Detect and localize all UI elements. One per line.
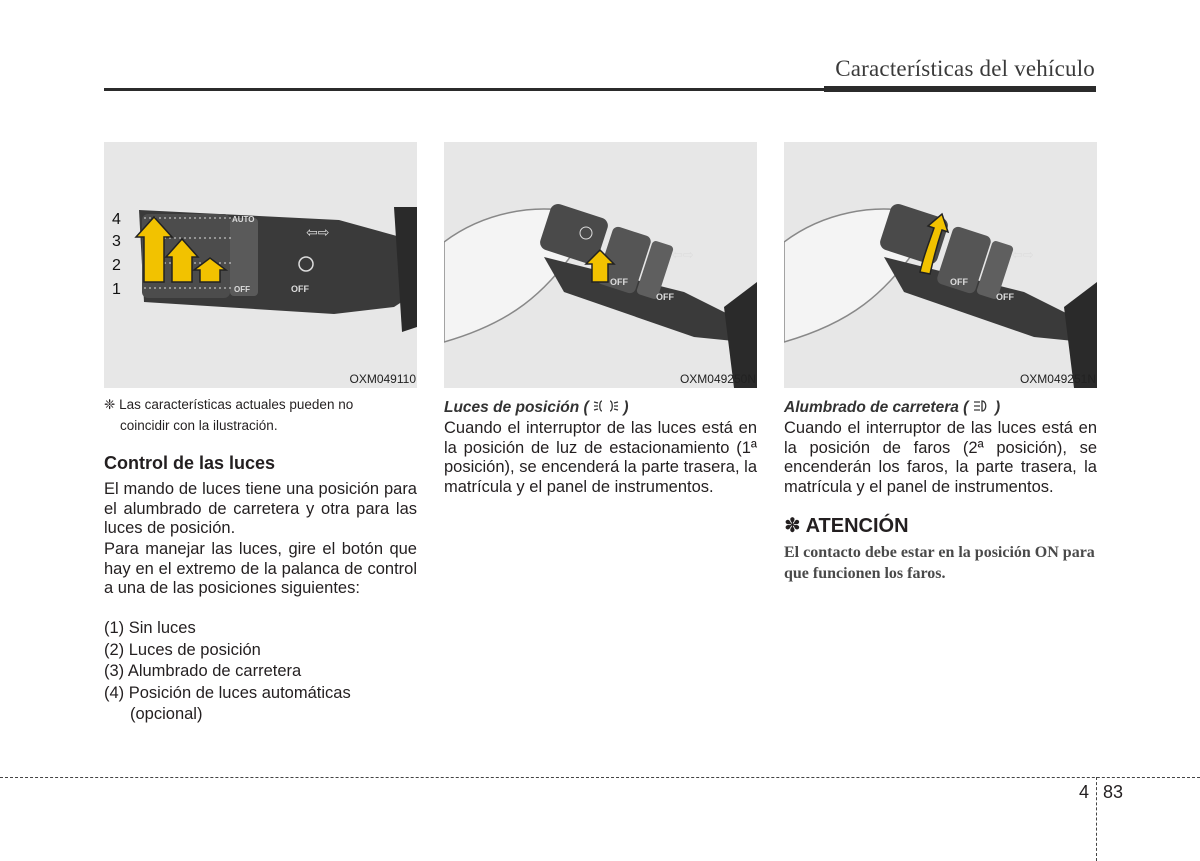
positions-list [104,618,417,726]
fig1-label-auto: AUTO [232,215,255,224]
chapter-number: 4 [1079,782,1090,802]
caption-text: ) [623,399,629,416]
svg-text:⇦⇨: ⇦⇨ [306,225,330,241]
list-item-continuation: (opcional) [130,705,203,723]
list-item: (2) Luces de posición [104,640,261,659]
figure-light-switch-positions [104,142,417,388]
fig1-position-2: 2 [112,257,121,274]
note-symbol: ❈ [104,397,116,412]
svg-text:⇦⇨: ⇦⇨ [672,248,694,263]
hand-lever-illustration [444,142,757,388]
fig1-position-3: 3 [112,233,121,250]
lever-positions-illustration [104,142,417,388]
section-paragraph-1: El mando de luces tiene una posición para el alumbrado de carretera y otra para las luces de posición. [104,480,417,537]
figure-code: OXM049250N [679,372,756,386]
figure-code: OXM049110 [349,372,416,386]
caption-text: Luces de posición ( [444,399,589,416]
figure-code: OXM049251N [1019,372,1096,386]
hand-lever-illustration [784,142,1097,388]
section-paragraph-2: Para manejar las luces, gire el botón que hay en el extremo de la palanca de control a una de las posiciones siguientes: [104,540,417,597]
parking-light-icon [593,399,619,413]
fig1-label-off-ring: OFF [234,285,250,294]
footer-rule [0,777,1200,778]
headlights-description: Cuando el interruptor de las luces está en la posición de faros (2ª posición), se encenderán los faros, la parte trasera, la matrícula y el panel de instrumentos. [784,419,1097,496]
note-line-2: coincidir con la ilustración. [120,418,278,433]
fig2-label-off-ring: OFF [610,277,628,287]
fig1-position-1: 1 [112,281,121,298]
footer-divider [1096,777,1097,861]
fig3-label-off: OFF [996,292,1014,302]
fig1-position-4: 4 [112,211,121,228]
page-number: 83 [1103,782,1124,802]
fig2-label-off: OFF [656,292,674,302]
parking-lights-description: Cuando el interruptor de las luces está en la posición de luz de estacionamiento (1ª posición), se encenderá la parte trasera, la matrícula y el panel de instrumentos. [444,419,757,496]
section-title: Control de las luces [104,453,276,473]
caption-text: Alumbrado de carretera ( [784,399,969,416]
fig1-label-off: OFF [291,284,309,294]
page-header-title: Características del vehículo [835,56,1095,81]
attention-title [784,517,1097,537]
list-item: (1) Sin luces [104,619,196,637]
note-line-1: Las características actuales pueden no [119,397,354,412]
caption-text: ) [994,399,1001,416]
attention-symbol: ✽ [784,515,801,537]
parking-lights-caption [444,398,757,418]
headlights-caption [784,398,1097,418]
list-item: (4) Posición de luces automáticas [104,683,351,702]
figure-headlights [784,142,1097,388]
fig3-label-off-ring: OFF [950,277,968,287]
figure-parking-lights [444,142,757,388]
headlight-icon [973,399,991,413]
svg-text:⇦⇨: ⇦⇨ [1012,248,1034,263]
header-rule-accent [824,86,1096,92]
illustration-note [104,394,417,436]
attention-label: ATENCIÓN [805,515,909,537]
attention-text: El contacto debe estar en la posición ON para que funcionen los faros. [784,544,1095,582]
list-item: (3) Alumbrado de carretera [104,662,302,680]
